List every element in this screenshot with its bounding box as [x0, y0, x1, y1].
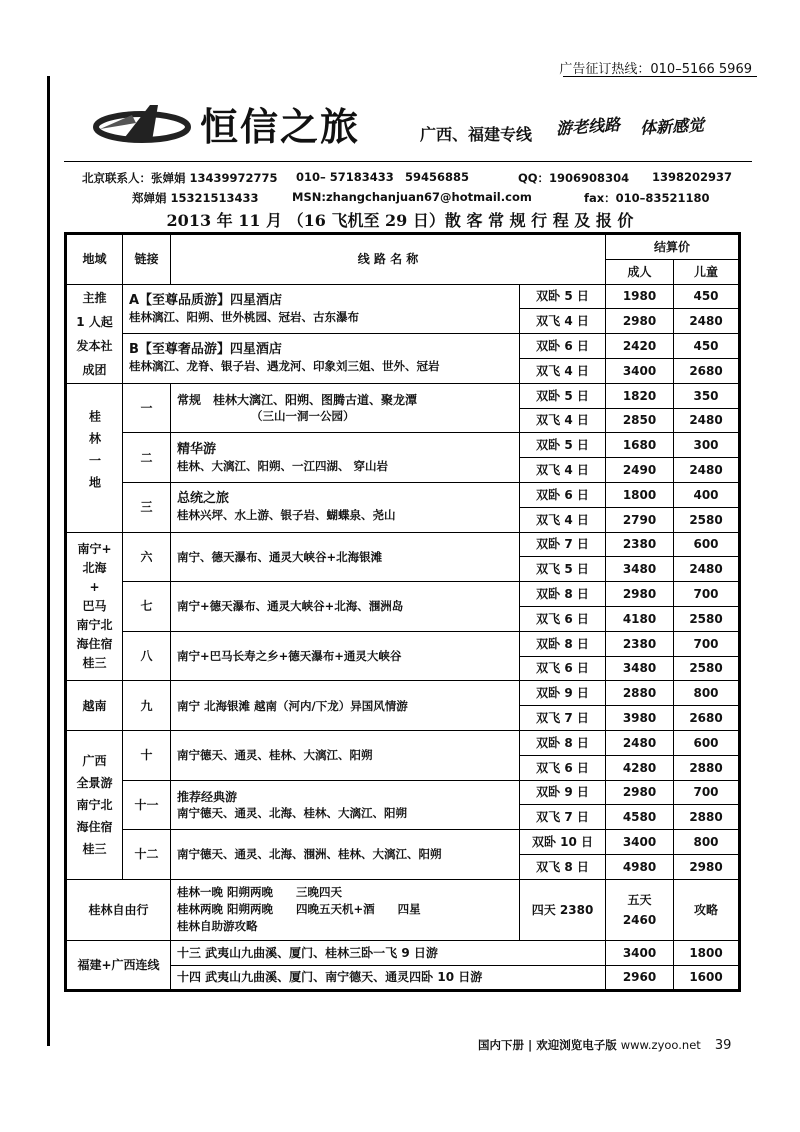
link-cell: 二: [123, 433, 171, 483]
adult-price: 2980: [606, 582, 674, 607]
contact-msn: MSN:zhangchanjuan67@hotmail.com: [292, 190, 532, 204]
child-price: 2980: [674, 854, 740, 879]
free-line-1: 桂林一晚 阳朔两晚 三晚四天: [177, 885, 343, 900]
mode-cell: 双卧 9 日: [520, 681, 606, 706]
adult-price: 2380: [606, 532, 674, 557]
mode-cell: 双飞 4 日: [520, 309, 606, 334]
header-region: 地域: [66, 234, 123, 285]
route-title: A【至尊品质游】四星酒店: [129, 292, 283, 308]
price-table: [64, 232, 741, 992]
child-price: 2580: [674, 507, 740, 532]
mode-cell: 双飞 8 日: [520, 854, 606, 879]
link-cell: 三: [123, 482, 171, 532]
adult-price: 2420: [606, 334, 674, 359]
child-price: 2580: [674, 656, 740, 681]
free-price-5day-value: 2460: [622, 912, 657, 927]
adult-price: 4980: [606, 854, 674, 879]
header-link: 链接: [123, 234, 171, 285]
route-cell: [171, 433, 520, 483]
logo-icon: [92, 101, 192, 145]
mode-cell: 双飞 7 日: [520, 706, 606, 731]
footer-url: www.zyoo.net: [620, 1038, 701, 1052]
mode-cell: 双飞 4 日: [520, 408, 606, 433]
mode-cell: 双飞 4 日: [520, 458, 606, 483]
region-vietnam: 越南: [66, 681, 123, 731]
adult-price: 2880: [606, 681, 674, 706]
adult-price: 4580: [606, 805, 674, 830]
child-price: 350: [674, 383, 740, 408]
route-cell: [123, 334, 520, 384]
child-price: 800: [674, 830, 740, 855]
link-cell: 十一: [123, 780, 171, 830]
contact-phone-1: 010– 57183433: [296, 170, 394, 184]
table-row: [66, 830, 740, 855]
contact-mobile: 1398202937: [652, 170, 733, 184]
table-row: [66, 780, 740, 805]
link-cell: 七: [123, 582, 171, 632]
child-price: 700: [674, 780, 740, 805]
table-row: [66, 631, 740, 656]
route-desc: 桂林漓江、龙脊、银子岩、遇龙河、印象刘三姐、世外、冠岩: [129, 359, 440, 374]
route-title: 常规 桂林大漓江、阳朔、图腾古道、聚龙潭: [177, 393, 418, 408]
route-cell: [171, 780, 520, 830]
route-desc: 南宁+德天瀑布、通灵大峡谷+北海、涠洲岛: [171, 582, 520, 632]
adult-price: 2790: [606, 507, 674, 532]
mode-cell: 双飞 4 日: [520, 507, 606, 532]
table-row: [66, 532, 740, 557]
route-title: 总统之旅: [177, 491, 230, 507]
table-row: [66, 879, 740, 940]
child-price: 700: [674, 631, 740, 656]
adult-price: 4180: [606, 606, 674, 631]
adult-price: 2490: [606, 458, 674, 483]
contact-fax: fax：010–83521180: [584, 191, 710, 205]
header-child: 儿童: [674, 259, 740, 284]
route-title: 推荐经典游: [177, 789, 238, 804]
hotline-divider: [563, 76, 757, 77]
table-row: [66, 433, 740, 458]
ad-hotline: 广告征订热线：010–5166 5969: [559, 62, 752, 77]
header-route: 线 路 名 称: [171, 234, 606, 285]
mode-cell: 双飞 6 日: [520, 606, 606, 631]
adult-price: 1980: [606, 284, 674, 309]
child-price: 2680: [674, 358, 740, 383]
table-row: [66, 482, 740, 507]
header-row: [66, 234, 740, 260]
link-cell: 一: [123, 383, 171, 433]
mode-cell: 双飞 4 日: [520, 358, 606, 383]
table-row: [66, 334, 740, 359]
link-cell: 六: [123, 532, 171, 582]
child-price: 700: [674, 582, 740, 607]
route-desc: 南宁德天、通灵、北海、桂林、大漓江、阳朔: [177, 805, 407, 820]
mode-cell: 双卧 5 日: [520, 284, 606, 309]
child-price: 2880: [674, 755, 740, 780]
link-cell: 十: [123, 730, 171, 780]
adult-price: 2960: [606, 965, 674, 991]
contact-qq: QQ：1906908304: [518, 171, 630, 185]
route-cell: [171, 383, 520, 433]
child-price: 450: [674, 334, 740, 359]
region-nanning-beihai: 南宁+ 北海 + 巴马 南宁北 海住宿 桂三: [66, 532, 123, 681]
free-price-5day-label: 五天: [627, 892, 652, 907]
footer: [478, 1037, 731, 1053]
region-guilin: 桂林一地: [66, 383, 123, 532]
route-cell: [171, 482, 520, 532]
contact-line2-label: 郑婵娟 15321513433: [132, 191, 259, 205]
route-desc: 桂林兴坪、水上游、银子岩、蝴蝶泉、尧山: [177, 508, 396, 523]
free-line-3: 桂林自助游攻略: [177, 919, 258, 934]
child-price: 2480: [674, 408, 740, 433]
child-price: 600: [674, 730, 740, 755]
region-guangxi-panorama: 广西 全景游 南宁北 海住宿 桂三: [66, 730, 123, 879]
region-fujian-guangxi: 福建+广西连线: [66, 940, 171, 991]
contact-divider: [64, 161, 752, 162]
child-price: 600: [674, 532, 740, 557]
mode-cell: 双卧 8 日: [520, 730, 606, 755]
adult-price: 3400: [606, 830, 674, 855]
child-price: 1600: [674, 965, 740, 991]
mode-cell: 双卧 10 日: [520, 830, 606, 855]
table-row: [66, 284, 740, 309]
child-price: 2880: [674, 805, 740, 830]
adult-price: 2480: [606, 730, 674, 755]
link-cell: 十二: [123, 830, 171, 880]
adult-price: 3980: [606, 706, 674, 731]
region-free-travel: 桂林自由行: [66, 879, 171, 940]
brand-slogan-2: 体新感觉: [639, 115, 705, 138]
mode-cell: 双飞 6 日: [520, 755, 606, 780]
free-price-5day: [606, 879, 674, 940]
free-guide: 攻略: [674, 879, 740, 940]
mode-cell: 双飞 5 日: [520, 557, 606, 582]
route-desc: 桂林、大漓江、阳朔、一江四湖、 穿山岩: [177, 458, 389, 473]
table-row: [66, 681, 740, 706]
region-featured: 主推 1 人起 发本社 成团: [66, 284, 123, 383]
route-desc: 南宁德天、通灵、北海、涠洲、桂林、大漓江、阳朔: [171, 830, 520, 880]
adult-price: 1820: [606, 383, 674, 408]
contact-line1-label: 北京联系人：张婵娟 13439972775: [82, 171, 278, 185]
child-price: 400: [674, 482, 740, 507]
free-travel-desc: [171, 879, 520, 940]
left-border: [47, 76, 50, 1046]
child-price: 2480: [674, 458, 740, 483]
link-cell: 九: [123, 681, 171, 731]
route-desc: 桂林漓江、阳朔、世外桃园、冠岩、古东瀑布: [129, 309, 359, 324]
table-row: [66, 940, 740, 965]
link-cell: 八: [123, 631, 171, 681]
header-price: 结算价: [606, 234, 740, 260]
route-desc: 南宁 北海银滩 越南（河内/下龙）异国风情游: [171, 681, 520, 731]
route-title: 精华游: [177, 441, 217, 457]
child-price: 800: [674, 681, 740, 706]
mode-cell: 双卧 9 日: [520, 780, 606, 805]
child-price: 2580: [674, 606, 740, 631]
mode-cell: 双卧 6 日: [520, 482, 606, 507]
adult-price: 1680: [606, 433, 674, 458]
adult-price: 3400: [606, 940, 674, 965]
route-desc: 十三 武夷山九曲溪、厦门、桂林三卧一飞 9 日游: [171, 940, 606, 965]
adult-price: 2980: [606, 309, 674, 334]
brand-slogan-1: 游老线路: [555, 114, 621, 139]
header-adult: 成人: [606, 259, 674, 284]
free-price-4day: 四天 2380: [520, 879, 606, 940]
mode-cell: 双卧 8 日: [520, 631, 606, 656]
adult-price: 2850: [606, 408, 674, 433]
adult-price: 3480: [606, 557, 674, 582]
table-row: [66, 383, 740, 408]
child-price: 2480: [674, 309, 740, 334]
mode-cell: 双卧 6 日: [520, 334, 606, 359]
free-line-2: 桂林两晚 阳朔两晚 四晚五天机+酒 四星: [177, 902, 421, 917]
child-price: 2680: [674, 706, 740, 731]
brand-name: 恒信之旅: [200, 103, 361, 149]
adult-price: 3480: [606, 656, 674, 681]
route-title: B【至尊奢品游】四星酒店: [129, 342, 282, 358]
adult-price: 4280: [606, 755, 674, 780]
mode-cell: 双飞 6 日: [520, 656, 606, 681]
child-price: 1800: [674, 940, 740, 965]
table-title: 2013 年 11 月 （16 飞机至 29 日）散 客 常 规 行 程 及 报 价: [166, 211, 634, 230]
child-price: 2480: [674, 557, 740, 582]
mode-cell: 双卧 5 日: [520, 383, 606, 408]
footer-text: 国内下册 | 欢迎浏览电子版: [478, 1038, 617, 1052]
table-row: [66, 730, 740, 755]
route-desc: 南宁、德天瀑布、通灵大峡谷+北海银滩: [171, 532, 520, 582]
route-desc: 南宁德天、通灵、桂林、大漓江、阳朔: [171, 730, 520, 780]
brand: [92, 98, 360, 148]
page-number: 39: [714, 1038, 732, 1053]
adult-price: 2380: [606, 631, 674, 656]
contact-phone-2: 59456885: [405, 170, 470, 184]
route-cell: [123, 284, 520, 334]
adult-price: 1800: [606, 482, 674, 507]
child-price: 450: [674, 284, 740, 309]
adult-price: 3400: [606, 358, 674, 383]
mode-cell: 双飞 7 日: [520, 805, 606, 830]
route-desc: 十四 武夷山九曲溪、厦门、南宁德天、通灵四卧 10 日游: [171, 965, 606, 991]
mode-cell: 双卧 8 日: [520, 582, 606, 607]
child-price: 300: [674, 433, 740, 458]
adult-price: 2980: [606, 780, 674, 805]
route-desc: （三山一洞一公园）: [251, 409, 355, 424]
mode-cell: 双卧 5 日: [520, 433, 606, 458]
route-desc: 南宁+巴马长寿之乡+德天瀑布+通灵大峡谷: [171, 631, 520, 681]
mode-cell: 双卧 7 日: [520, 532, 606, 557]
table-row: [66, 582, 740, 607]
brand-tagline: 广西、福建专线: [420, 125, 533, 144]
